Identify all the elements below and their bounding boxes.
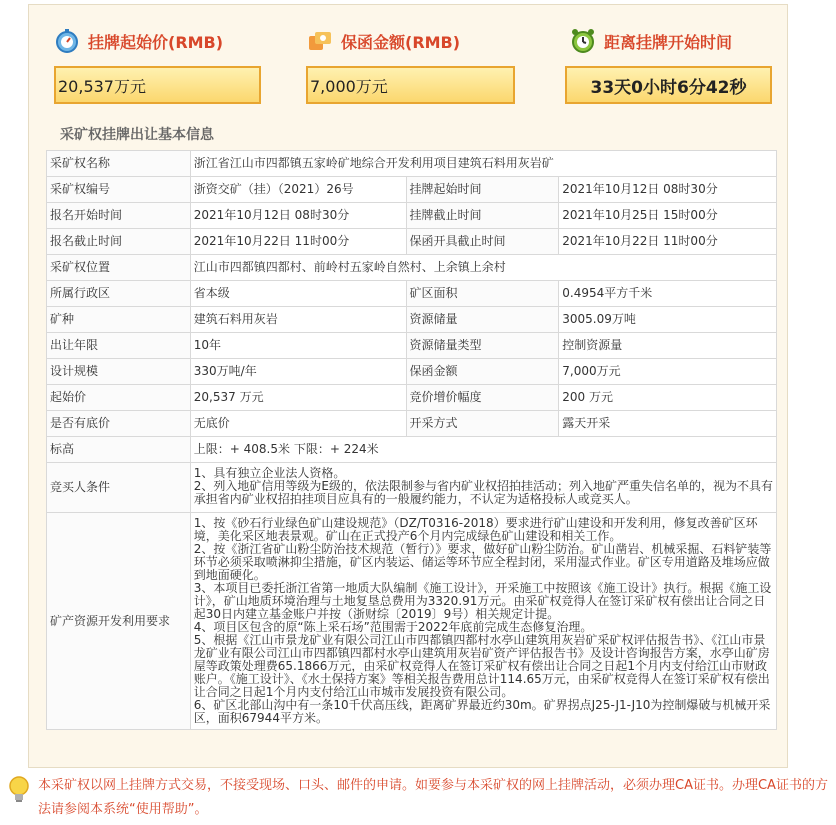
guarantee-card-label [307, 28, 460, 54]
row-key: 保函金额 [406, 359, 559, 385]
table-row [47, 281, 777, 307]
table-row [47, 333, 777, 359]
countdown-value-box [565, 66, 772, 104]
row-key: 采矿权名称 [47, 151, 191, 177]
row-value: 2021年10月25日 15时00分 [559, 203, 777, 229]
lightbulb-icon [8, 776, 30, 804]
row-value: 7,000万元 [559, 359, 777, 385]
row-value: 20,537 万元 [190, 385, 406, 411]
row-value: 浙资交矿（挂）（2021）26号 [190, 177, 406, 203]
row-value [190, 513, 776, 730]
row-key: 挂牌截止时间 [406, 203, 559, 229]
countdown-label: 距离挂牌开始时间 [604, 32, 733, 52]
guarantee-value: 7,000万元 [310, 76, 388, 96]
row-key: 资源储量 [406, 307, 559, 333]
table-row [47, 229, 777, 255]
row-value: 省本级 [190, 281, 406, 307]
row-key: 报名开始时间 [47, 203, 191, 229]
table-row [47, 255, 777, 281]
bidder-condition-line: 1、具有独立企业法人资格。 [193, 466, 346, 480]
row-key: 报名截止时间 [47, 229, 191, 255]
row-value: 3005.09万吨 [559, 307, 777, 333]
row-value: 2021年10月12日 08时30分 [190, 203, 406, 229]
row-value: 控制资源量 [559, 333, 777, 359]
start-price-card-label [54, 28, 223, 54]
start-price-label: 挂牌起始价(RMB) [88, 32, 224, 52]
row-key: 起始价 [47, 385, 191, 411]
table-row [47, 151, 777, 177]
dev-requirement-line: 3、本项目已委托浙江省第一地质大队编制《施工设计》，开采施工中按照该《施工设计》执行。根据《施工设计》，矿山地质环境治理与土地复垦总费用为3320.91万元。由采矿权竞得人在签订采矿权有偿出让合同之日起30日内建立基金账户并按（浙财综〔2019〕9号）相关规定计提。 [193, 581, 772, 621]
row-value: 上限：+ 408.5米 下限：+ 224米 [190, 437, 776, 463]
alarm-clock-icon [570, 28, 596, 54]
row-key: 是否有底价 [47, 411, 191, 437]
row-value: 2021年10月12日 08时30分 [559, 177, 777, 203]
row-value: 建筑石料用灰岩 [190, 307, 406, 333]
row-value: 露天开采 [559, 411, 777, 437]
dev-requirement-line: 1、按《砂石行业绿色矿山建设规范》（DZ/T0316-2018）要求进行矿山建设和开发利用，修复改善矿区环境，美化采区地表景观。矿山在正式投产6个月内完成绿色矿山建设和相关工作。 [193, 516, 758, 543]
start-price-value-box [54, 66, 261, 104]
table-row [47, 203, 777, 229]
row-key: 设计规模 [47, 359, 191, 385]
dev-requirement-line: 2、按《浙江省矿山粉尘防治技术规范（暂行）》要求，做好矿山粉尘防治。矿山凿岩、机械采掘、石料铲装等环节必须采取喷淋抑尘措施，矿区内装运、储运等环节应全程封闭，采用湿式作业。矿区专用道路及堆场应做到地面硬化。 [193, 542, 772, 582]
row-key: 矿产资源开发利用要求 [47, 513, 191, 730]
table-row [47, 411, 777, 437]
table-row [47, 437, 777, 463]
row-key: 所属行政区 [47, 281, 191, 307]
row-key: 资源储量类型 [406, 333, 559, 359]
row-value [190, 463, 776, 513]
row-key: 矿种 [47, 307, 191, 333]
dev-requirement-line: 5、根据《江山市景龙矿业有限公司江山市四都镇四都村水亭山建筑用灰岩矿采矿权评估报告书》、《江山市景龙矿业有限公司江山市四都镇四都村水亭山建筑用灰岩矿资产评估报告书》及设计咨询报告方案，水亭山矿房屋等政策处理费65.1866万元，由采矿权竞得人在签订采矿权有偿出让合同之日起1个月内支付给江山市财政账户。《施工设计》、《水土保持方案》等相关报告费用总计114.65万元，由采矿权竞得人在签订采矿权有偿出让合同之日起1个月内支付给江山市城市发展投资有限公司。 [193, 633, 770, 699]
stopwatch-icon [54, 28, 80, 54]
row-value: 0.4954平方千米 [559, 281, 777, 307]
row-key: 采矿权位置 [47, 255, 191, 281]
guarantee-value-box [306, 66, 515, 104]
row-key: 采矿权编号 [47, 177, 191, 203]
row-key: 标高 [47, 437, 191, 463]
bidder-condition-line: 2、列入地矿信用等级为E级的，依法限制参与省内矿业权招拍挂活动；列入地矿严重失信名单的，视为不具有承担省内矿业权招拍挂项目应具有的一般履约能力，不认定为适格投标人或竞买人。 [193, 479, 774, 506]
row-key: 开采方式 [406, 411, 559, 437]
row-value: 10年 [190, 333, 406, 359]
table-row [47, 359, 777, 385]
dev-requirement-line: 6、矿区北部山沟中有一条10千伏高压线，距离矿界最近约30m。矿界拐点J25-J1-J10为控制爆破与机械开采区，面积67944平方米。 [193, 698, 771, 725]
table-row [47, 463, 777, 513]
row-value: 200 万元 [559, 385, 777, 411]
notice-text: 本采矿权以网上挂牌方式交易，不接受现场、口头、邮件的申请。如要参与本采矿权的网上挂牌活动，必须办理CA证书。办理CA证书的方法请参阅本系统“使用帮助”。 [38, 778, 828, 817]
table-row [47, 513, 777, 730]
info-table [46, 150, 777, 730]
section-title: 采矿权挂牌出让基本信息 [60, 127, 214, 143]
row-key: 挂牌起始时间 [406, 177, 559, 203]
guarantee-label: 保函金额(RMB) [341, 32, 461, 52]
row-key: 保函开具截止时间 [406, 229, 559, 255]
row-key: 竞买人条件 [47, 463, 191, 513]
table-row [47, 177, 777, 203]
row-value: 无底价 [190, 411, 406, 437]
row-value: 浙江省江山市四都镇五家岭矿地综合开发利用项目建筑石料用灰岩矿 [190, 151, 776, 177]
dev-requirement-line: 4、项目区包含的原“陈上采石场”范围需于2022年底前完成生态修复治理。 [193, 620, 593, 634]
row-value: 330万吨/年 [190, 359, 406, 385]
notice [8, 774, 828, 822]
row-value: 2021年10月22日 11时00分 [559, 229, 777, 255]
row-key: 矿区面积 [406, 281, 559, 307]
row-key: 出让年限 [47, 333, 191, 359]
start-price-value: 20,537万元 [58, 76, 146, 96]
countdown-value: 33天0小时6分42秒 [590, 77, 747, 98]
table-row [47, 385, 777, 411]
guarantee-icon [307, 28, 333, 54]
row-value: 2021年10月22日 11时00分 [190, 229, 406, 255]
table-row [47, 307, 777, 333]
row-value: 江山市四都镇四都村、前岭村五家岭自然村、上余镇上余村 [190, 255, 776, 281]
row-key: 竞价增价幅度 [406, 385, 559, 411]
countdown-card-label [570, 28, 732, 54]
